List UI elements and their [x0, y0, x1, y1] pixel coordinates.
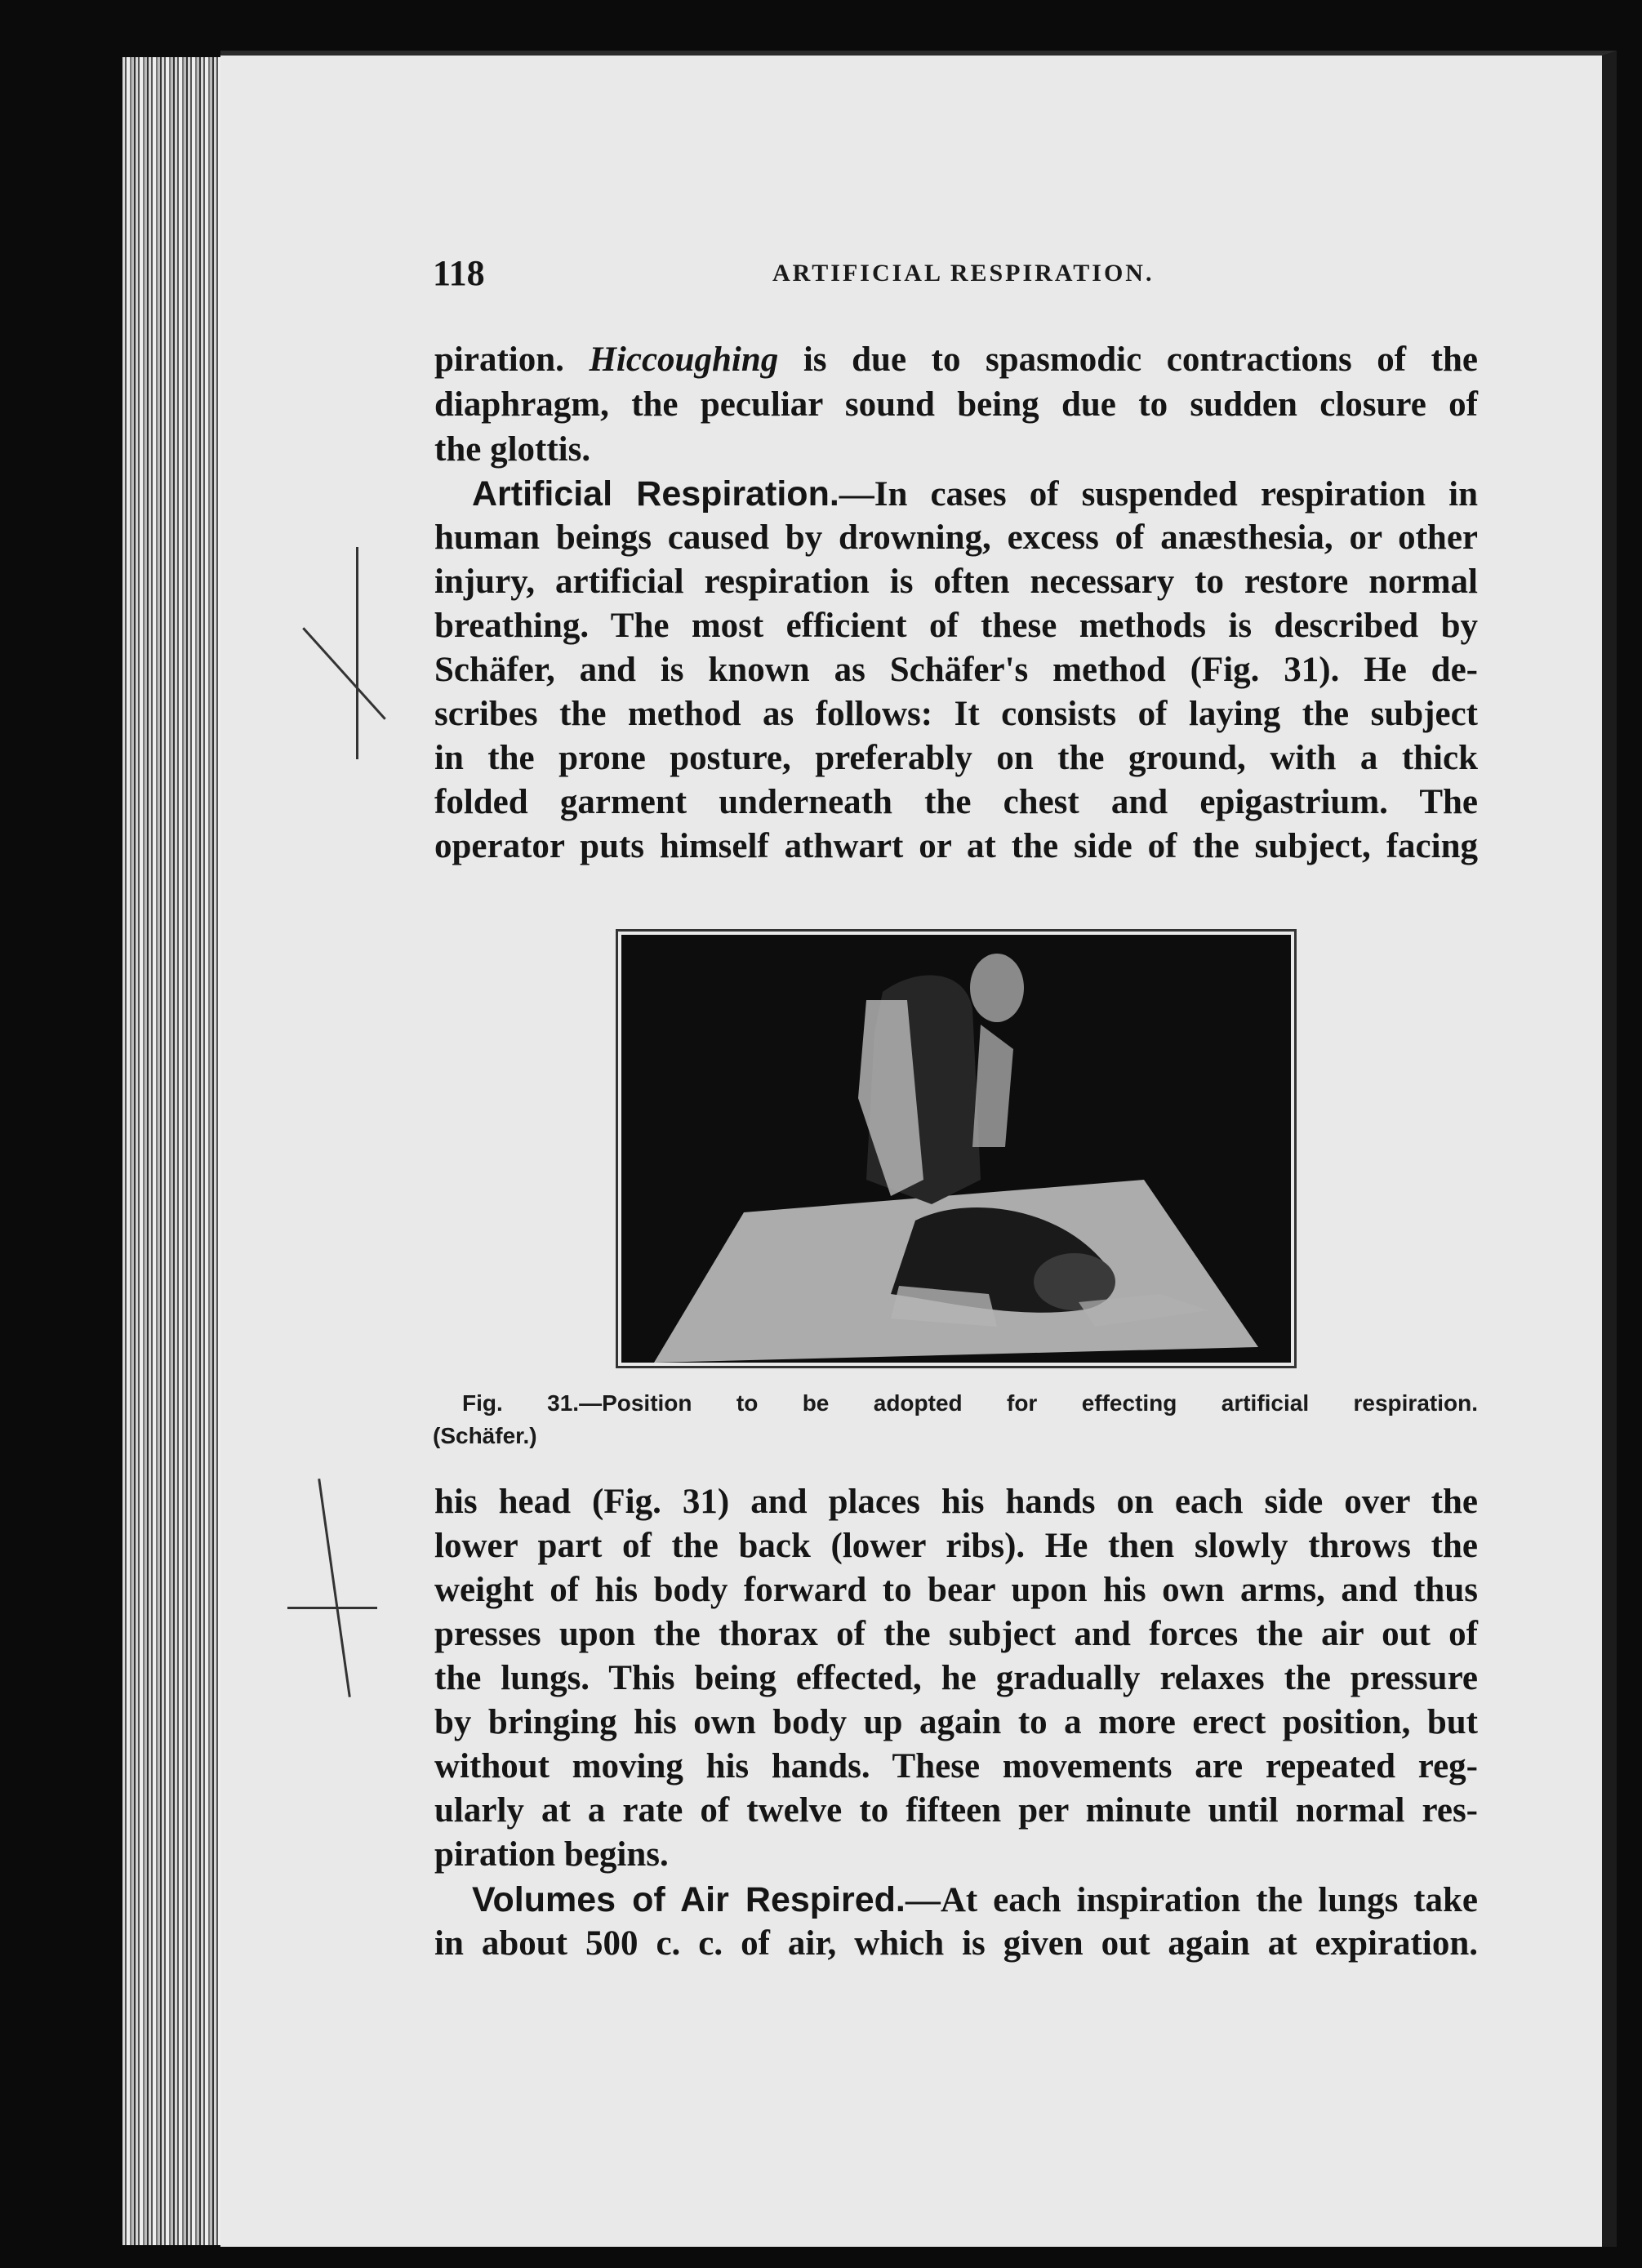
text-span: the glottis. — [434, 430, 591, 469]
text-line — [434, 516, 1478, 560]
text-line — [434, 825, 1478, 869]
text-span: lower part of the back (lower ribs). He then slowly throws the — [434, 1527, 1478, 1565]
text-line — [434, 1657, 1478, 1701]
text-span: his head (Fig. 31) and places his hands on each side over the — [434, 1483, 1478, 1521]
text-line — [434, 604, 1478, 648]
text-line — [434, 648, 1478, 692]
text-line — [434, 736, 1478, 780]
text-span: without moving his hands. These movements are repeated reg- — [434, 1747, 1478, 1785]
text-span: injury, artificial respiration is often necessary to restore normal — [434, 563, 1478, 601]
italic-term: Hiccoughing — [589, 340, 779, 379]
text-span: weight of his body forward to bear upon his own arms, and thus — [434, 1571, 1478, 1609]
text-span: presses upon the thorax of the subject and forces the air out of — [434, 1615, 1478, 1653]
text-span: Schäfer, and is known as Schäfer's method (Fig. 31). He de- — [434, 651, 1478, 689]
text-span: piration begins. — [434, 1835, 669, 1874]
text-line — [434, 383, 1478, 427]
text-span: human beings caused by drowning, excess of anæsthesia, or other — [434, 518, 1478, 557]
text-span: by bringing his own body up again to a more erect position, but — [434, 1703, 1478, 1741]
text-line — [434, 1833, 1478, 1877]
section-heading: Volumes of Air Respired. — [472, 1880, 906, 1919]
margin-pencil-mark — [287, 1607, 377, 1609]
text-span: diaphragm, the peculiar sound being due to sudden closure of — [434, 385, 1478, 424]
text-line — [434, 1745, 1478, 1789]
text-line — [472, 1878, 1478, 1923]
text-span: scribes the method as follows: It consists of laying the subject — [434, 695, 1478, 733]
text-line — [434, 1789, 1478, 1833]
text-span: —In cases of suspended respiration in — [839, 475, 1479, 514]
photo-illustration — [621, 935, 1291, 1363]
text-span: ularly at a rate of twelve to fifteen per minute until normal res- — [434, 1791, 1478, 1830]
text-line — [434, 338, 1478, 382]
margin-pencil-mark — [356, 547, 358, 759]
text-line — [434, 1701, 1478, 1745]
text-line — [434, 1480, 1478, 1524]
text-line — [472, 472, 1478, 517]
text-line — [434, 692, 1478, 736]
text-span: —At each inspiration the lungs take — [905, 1881, 1478, 1919]
text-line — [434, 780, 1478, 825]
figure-photo-schafer-method — [616, 929, 1297, 1368]
text-line — [434, 428, 1478, 472]
figure-caption-credit: (Schäfer.) — [433, 1423, 537, 1448]
text-line — [434, 1922, 1478, 1966]
text-span: operator puts himself athwart or at the side of the subject, facing — [434, 827, 1478, 865]
text-line — [434, 1524, 1478, 1568]
text-span: the lungs. This being effected, he gradually relaxes the pressure — [434, 1659, 1478, 1697]
text-span: in the prone posture, preferably on the ground, with a thick — [434, 739, 1478, 777]
text-span: piration. — [434, 340, 590, 379]
text-span: in about 500 c. c. of air, which is given out again at expiration. — [434, 1924, 1478, 1963]
figure-caption: Fig. 31.—Position to be adopted for effecting artificial respiration. — [462, 1390, 1478, 1416]
text-span: breathing. The most efficient of these methods is described by — [434, 607, 1478, 645]
text-span: folded garment underneath the chest and epigastrium. The — [434, 783, 1478, 821]
text-line — [434, 1612, 1478, 1657]
text-span: is due to spasmodic contractions of the — [778, 340, 1478, 379]
running-title: ARTIFICIAL RESPIRATION. — [772, 260, 1155, 287]
section-heading: Artificial Respiration. — [472, 474, 839, 514]
text-line — [434, 560, 1478, 604]
text-line — [434, 1568, 1478, 1612]
book-spine-edge — [122, 57, 220, 2245]
page-number: 118 — [433, 253, 485, 293]
